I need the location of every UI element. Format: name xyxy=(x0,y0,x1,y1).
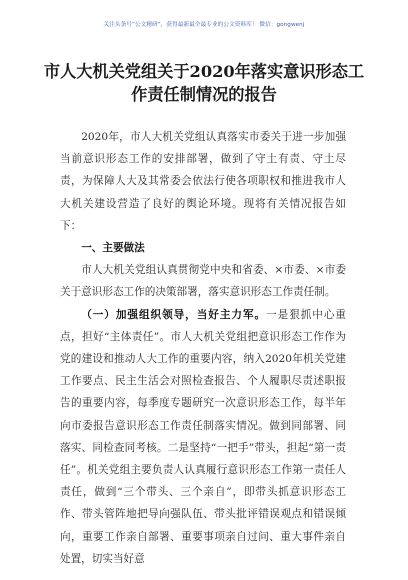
document-body xyxy=(60,126,346,570)
title-line-2: 作责任制情况的报告 xyxy=(131,85,277,104)
section-heading: 一、主要做法 xyxy=(81,242,145,255)
subsection-paragraph xyxy=(60,304,346,570)
subsection-text: 一是狠抓中心重点，担好“主体责任”。市人大机关党组把意识形态工作作为党的建设和推动人大工作的重要内容，纳入2020年机关党建工作要点、民主生活会对照检查报告、个人履职尽责述职报告的重要内容，每季度专题研究一次意识形态工作，每半年向市委报告意识形态工作责任制落实情况。做到同部署、同落实、同检查同考核。二是坚持“一把手”带头，担起“第一责任”。机关党组主要负责人认真履行意识形态工作第一责任人责任，做到“三个带头、三个亲自”，即带头抓意识形态工作、带头管阵地把导向强队伍、带头批评错误观点和错误倾向，重要工作亲自部署、重要事项亲自过问、重大事件亲自处置，切实当好意 xyxy=(60,308,347,565)
subsection-heading: （一）加强组织领导，当好主力军。 xyxy=(81,308,267,321)
title-line-1: 市人大机关党组关于2020年落实意识形态工 xyxy=(43,62,365,81)
section-intro-paragraph: 市人大机关党组认真贯彻党中央和省委、×市委、×市委关于意识形态工作的决策部署，落实意识形态工作责任制。 xyxy=(60,264,346,299)
document-title xyxy=(40,60,368,106)
intro-paragraph: 2020年，市人大机关党组认真落实市委关于进一步加强当前意识形态工作的安排部署，做到了守土有责、守土尽责，为保障人大及其常委会依法行使各项职权和推进我市人大机关建设营造了良好的舆论环境。现将有关情况报告如下： xyxy=(60,131,346,232)
header-note: 关注头条号“公文精研”，获得最新最全最专业的公文资料库！ 微信：gongwenj xyxy=(103,22,305,28)
